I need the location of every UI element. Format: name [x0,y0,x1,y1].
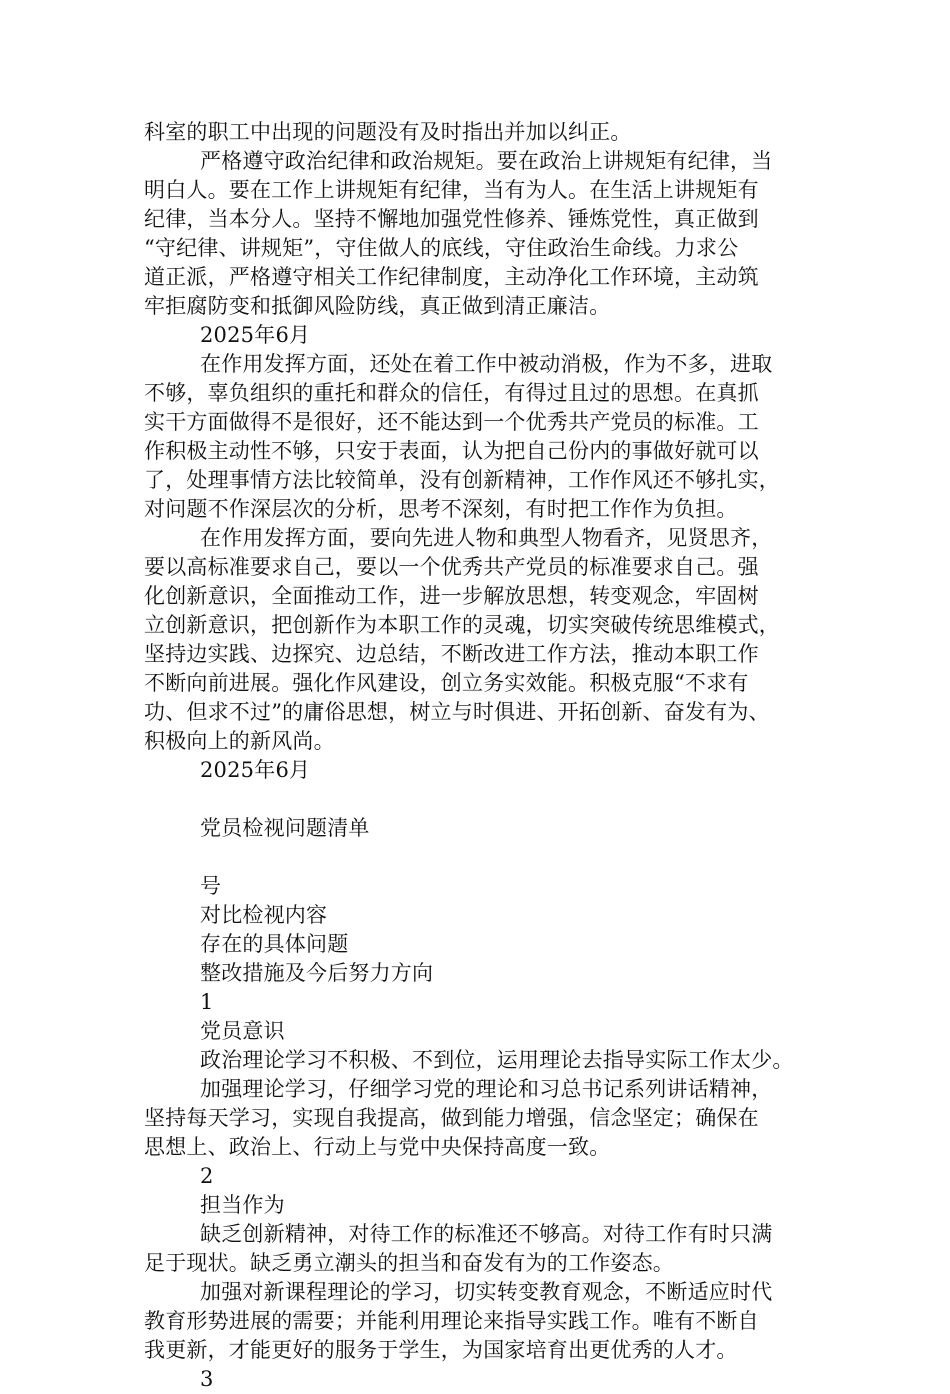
blank-line [144,843,824,872]
paragraph-line: 纪律，当本分人。坚持不懈地加强党性修养、锤炼党性，真正做到 [144,207,759,231]
table-header-number: 号 [200,874,222,898]
paragraph-line: 严格遵守政治纪律和政治规矩。要在政治上讲规矩有纪律，当 [200,149,773,173]
table-header-content: 对比检视内容 [200,903,328,927]
paragraph-line: 在作用发挥方面，要向先进人物和典型人物看齐，见贤思齐， [200,526,773,550]
item-measures-line: 坚持每天学习，实现自我提高，做到能力增强，信念坚定；确保在 [144,1106,759,1130]
item-number: 3 [200,1367,214,1391]
item-problem-line: 缺乏创新精神，对待工作的标准还不够高。对待工作有时只满 [200,1222,773,1246]
item-topic: 党员意识 [200,1019,285,1043]
item-measures-line: 思想上、政治上、行动上与党中央保持高度一致。 [144,1135,611,1159]
paragraph-line: 了，处理事情方法比较简单，没有创新精神，工作作风还不够扎实， [144,468,780,492]
paragraph-line: 道正派，严格遵守相关工作纪律制度，主动净化工作环境，主动筑 [144,265,759,289]
paragraph-line: 不够，辜负组织的重托和群众的信任，有得过且过的思想。在真抓 [144,381,759,405]
paragraph-line: 要以高标准要求自己，要以一个优秀共产党员的标准要求自己。强 [144,555,759,579]
item-measures-line: 加强理论学习，仔细学习党的理论和习总书记系列讲话精神， [200,1077,773,1101]
paragraph-line: 在作用发挥方面，还处在着工作中被动消极，作为不多，进取 [200,352,773,376]
date-line: 2025年6月 [200,323,311,347]
item-number: 1 [200,990,214,1014]
paragraph-line: 积极向上的新风尚。 [144,729,335,753]
checklist-title: 党员检视问题清单 [200,816,370,840]
paragraph-line: 实干方面做得不是很好，还不能达到一个优秀共产党员的标准。工 [144,410,759,434]
paragraph-line: 作积极主动性不够，只安于表面，认为把自己份内的事做好就可以 [144,439,759,463]
item-problem: 政治理论学习不积极、不到位，运用理论去指导实际工作太少。 [200,1048,794,1072]
table-header-problem: 存在的具体问题 [200,932,349,956]
date-line: 2025年6月 [200,758,311,782]
paragraph-line: 不断向前进展。强化作风建设，创立务实效能。积极克服“不求有 [144,671,749,695]
paragraph-line: 对问题不作深层次的分析，思考不深刻，有时把工作作为负担。 [144,497,738,521]
item-problem-line: 足于现状。缺乏勇立潮头的担当和奋发有为的工作姿态。 [144,1251,674,1275]
blank-line [144,785,824,814]
paragraph-line: 坚持边实践、边探究、边总结，不断改进工作方法，推动本职工作 [144,642,759,666]
paragraph-line: 化创新意识，全面推动工作，进一步解放思想，转变观念，牢固树 [144,584,759,608]
item-number: 2 [200,1164,214,1188]
paragraph-line: 科室的职工中出现的问题没有及时指出并加以纠正。 [144,120,632,144]
document-page [144,118,824,1394]
paragraph-line: 明白人。要在工作上讲规矩有纪律，当有为人。在生活上讲规矩有 [144,178,759,202]
paragraph-line: “守纪律、讲规矩”，守住做人的底线，守住政治生命线。力求公 [144,236,739,260]
item-measures-line: 教育形势进展的需要；并能利用理论来指导实践工作。唯有不断自 [144,1309,759,1333]
table-header-measures: 整改措施及今后努力方向 [200,961,434,985]
paragraph-line: 立创新意识，把创新作为本职工作的灵魂，切实突破传统思维模式， [144,613,780,637]
paragraph-line: 牢拒腐防变和抵御风险防线，真正做到清正廉洁。 [144,294,611,318]
paragraph-line: 功、但求不过”的庸俗思想，树立与时俱进、开拓创新、奋发有为、 [144,700,770,724]
item-measures-line: 加强对新课程理论的学习，切实转变教育观念，不断适应时代 [200,1280,773,1304]
item-measures-line: 我更新，才能更好的服务于学生，为国家培育出更优秀的人才。 [144,1338,738,1362]
item-topic: 担当作为 [200,1193,285,1217]
